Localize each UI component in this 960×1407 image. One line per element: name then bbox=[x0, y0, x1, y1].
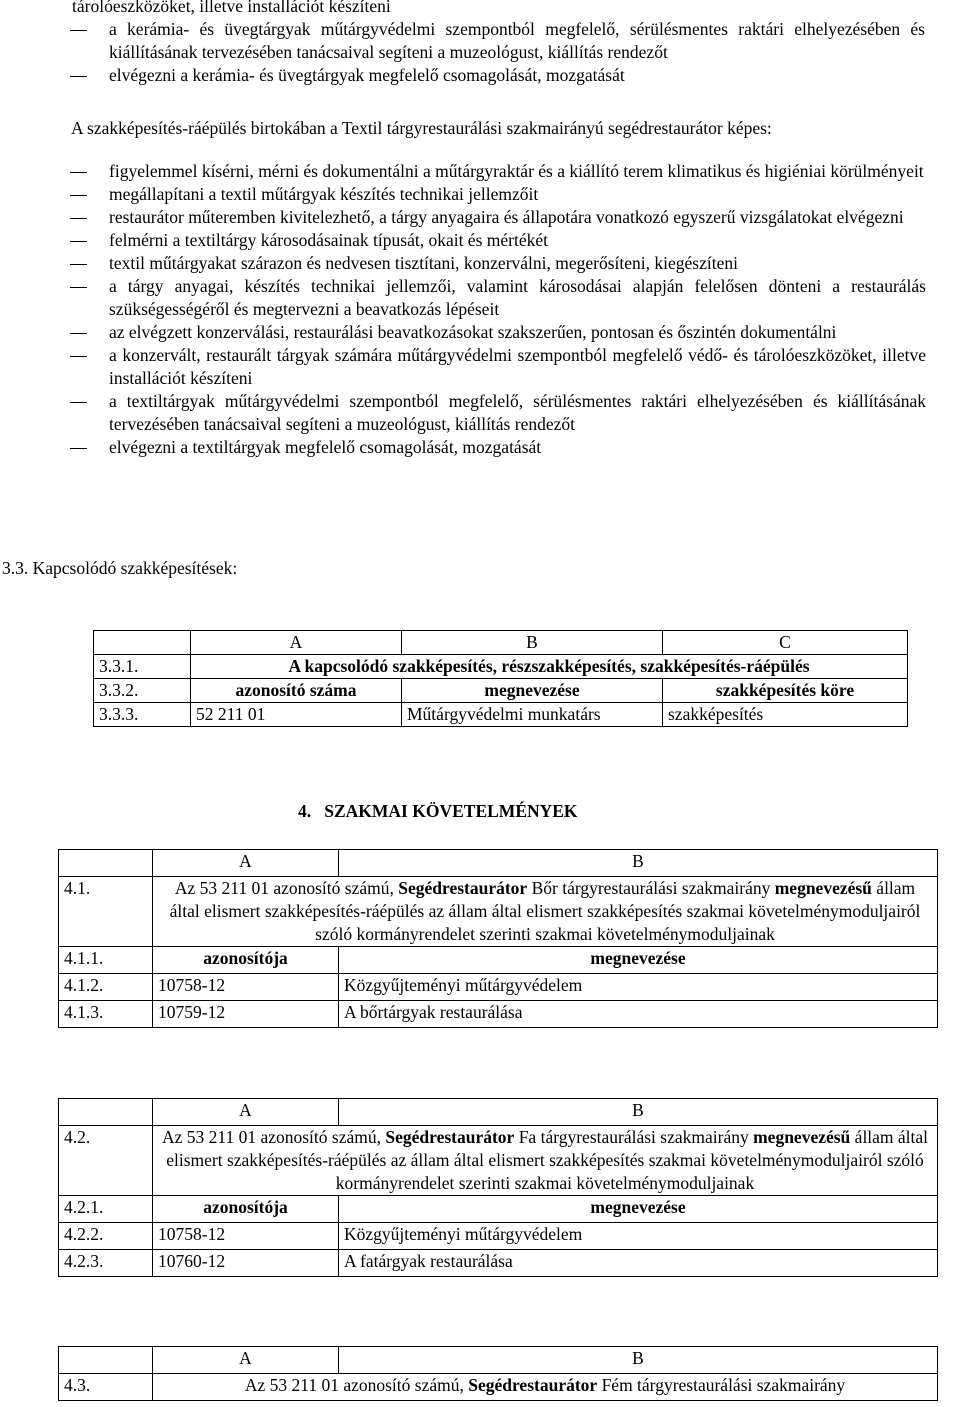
row-number: 3.3.3. bbox=[94, 703, 191, 727]
column-header: A bbox=[153, 850, 339, 877]
row-number: 3.3.1. bbox=[94, 655, 191, 679]
list-item: megállapítani a textil műtárgyak készítés technikai jellemzőit bbox=[0, 183, 926, 206]
table-cell bbox=[153, 1126, 938, 1196]
table-cell bbox=[59, 850, 153, 877]
table-cell: megnevezése bbox=[339, 1196, 938, 1223]
column-header: C bbox=[663, 631, 908, 655]
text-bold: Segédrestaurátor bbox=[398, 878, 528, 898]
text-bold: megnevezésű bbox=[753, 1127, 851, 1147]
column-header: A bbox=[153, 1347, 339, 1374]
text: állam által elismert szakképesítés-ráépülés az állam által elismert szakképesítés szakmai követelménymoduljairól szóló kormányrendelet szerinti szakmai követelménymoduljainak bbox=[169, 878, 921, 944]
module-table-4-2 bbox=[58, 1098, 938, 1277]
list-item: restaurátor műteremben kivitelezhető, a tárgy anyagaira és állapotára vonatkozó egyszerű vizsgálatokat elvégezni bbox=[0, 206, 926, 229]
table-cell: 52 211 01 bbox=[191, 703, 402, 727]
table-cell: megnevezése bbox=[402, 679, 663, 703]
competency-list bbox=[0, 160, 926, 459]
table-cell: Közgyűjteményi műtárgyvédelem bbox=[339, 974, 938, 1001]
table-cell: megnevezése bbox=[339, 947, 938, 974]
text: állam által elismert szakképesítés-ráépülés az állam által elismert szakképesítés szakmai követelménymoduljairól szóló kormányrendelet szerinti szakmai követelménymoduljainak bbox=[166, 1127, 929, 1193]
text: Az 53 211 01 azonosító számú, bbox=[161, 1127, 386, 1147]
table-cell: azonosítója bbox=[153, 1196, 339, 1223]
table-cell: 10758-12 bbox=[153, 974, 339, 1001]
column-header: A bbox=[191, 631, 402, 655]
table-cell bbox=[59, 1347, 153, 1374]
table-cell: Műtárgyvédelmi munkatárs bbox=[402, 703, 663, 727]
table-cell: 10760-12 bbox=[153, 1250, 339, 1277]
table-cell: Közgyűjteményi műtárgyvédelem bbox=[339, 1223, 938, 1250]
list-item: elvégezni a kerámia- és üvegtárgyak megfelelő csomagolását, mozgatását bbox=[0, 64, 925, 87]
section-heading: 3.3. Kapcsolódó szakképesítések: bbox=[2, 558, 238, 578]
row-number: 4.1.1. bbox=[59, 947, 153, 974]
column-header: A bbox=[153, 1099, 339, 1126]
table-cell: A kapcsolódó szakképesítés, részszakképesítés, szakképesítés-ráépülés bbox=[191, 655, 908, 679]
table-cell bbox=[94, 631, 191, 655]
list-item: a konzervált, restaurált tárgyak számára műtárgyvédelmi szempontból megfelelő védő- és tárolóeszközöket, illetve installációt készíteni bbox=[0, 344, 926, 390]
text-bold: Segédrestaurátor bbox=[468, 1375, 598, 1395]
row-number: 4.2.2. bbox=[59, 1223, 153, 1250]
list-item: a tárgy anyagai, készítés technikai jellemzői, valamint károsodásai alapján felelősen dönteni a restaurálás szükségességéről és megtervezni a beavatkozás lépéseit bbox=[0, 275, 926, 321]
intro-paragraph: A szakképesítés-ráépülés birtokában a Textil tárgyrestaurálási szakmairányú segédrestaurátor képes: bbox=[71, 118, 772, 138]
row-number: 4.1. bbox=[59, 877, 153, 947]
list-item: elvégezni a textiltárgyak megfelelő csomagolását, mozgatását bbox=[0, 436, 926, 459]
text: Fém tárgyrestaurálási szakmairány bbox=[597, 1375, 846, 1395]
text: Bőr tárgyrestaurálási szakmairány bbox=[527, 878, 775, 898]
column-header: B bbox=[339, 1099, 938, 1126]
table-cell: azonosítója bbox=[153, 947, 339, 974]
table-cell: A bőrtárgyak restaurálása bbox=[339, 1001, 938, 1028]
column-header: B bbox=[339, 850, 938, 877]
table-cell bbox=[153, 877, 938, 947]
module-table-4-1 bbox=[58, 849, 938, 1028]
table-cell: 10759-12 bbox=[153, 1001, 339, 1028]
top-list bbox=[0, 0, 925, 87]
column-header: B bbox=[402, 631, 663, 655]
table-cell: A fatárgyak restaurálása bbox=[339, 1250, 938, 1277]
row-number: 4.3. bbox=[59, 1374, 153, 1401]
list-item: felmérni a textiltárgy károsodásainak típusát, okait és mértékét bbox=[0, 229, 926, 252]
text: Fa tárgyrestaurálási szakmairány bbox=[514, 1127, 754, 1147]
related-qualifications-table bbox=[93, 630, 908, 727]
table-cell bbox=[153, 1374, 938, 1401]
row-number: 3.3.2. bbox=[94, 679, 191, 703]
module-table-4-3 bbox=[58, 1346, 938, 1401]
row-number: 4.2.3. bbox=[59, 1250, 153, 1277]
table-cell: 10758-12 bbox=[153, 1223, 339, 1250]
table-cell: szakképesítés köre bbox=[663, 679, 908, 703]
row-number: 4.2.1. bbox=[59, 1196, 153, 1223]
column-header: B bbox=[339, 1347, 938, 1374]
row-number: 4.2. bbox=[59, 1126, 153, 1196]
table-cell: azonosító száma bbox=[191, 679, 402, 703]
list-item: a kerámia- és üvegtárgyak műtárgyvédelmi szempontból megfelelő, sérülésmentes raktári elhelyezésében és kiállításának tervezésében tanácsaival segíteni a muzeológust, kiállítás rendezőt bbox=[0, 18, 925, 64]
text-bold: megnevezésű bbox=[774, 878, 872, 898]
table-cell: szakképesítés bbox=[663, 703, 908, 727]
list-item: a textiltárgyak műtárgyvédelmi szempontból megfelelő, sérülésmentes raktári elhelyezésében és kiállításának tervezésében tanácsaival segíteni a muzeológust, kiállítás rendezőt bbox=[0, 390, 926, 436]
row-number: 4.1.3. bbox=[59, 1001, 153, 1028]
list-item: tárolóeszközöket, illetve installációt készíteni bbox=[72, 0, 391, 16]
row-number: 4.1.2. bbox=[59, 974, 153, 1001]
list-item: figyelemmel kísérni, mérni és dokumentálni a műtárgyraktár és a kiállító terem klimatikus és higiéniai körülményeit bbox=[0, 160, 926, 183]
list-item: az elvégzett konzerválási, restaurálási beavatkozásokat szakszerűen, pontosan és őszintén dokumentálni bbox=[0, 321, 926, 344]
list-item: textil műtárgyakat szárazon és nedvesen tisztítani, konzerválni, megerősíteni, kiegészíteni bbox=[0, 252, 926, 275]
text: Az 53 211 01 azonosító számú, bbox=[244, 1375, 469, 1395]
text: Az 53 211 01 azonosító számú, bbox=[174, 878, 399, 898]
text-bold: Segédrestaurátor bbox=[385, 1127, 515, 1147]
section-heading: 4. SZAKMAI KÖVETELMÉNYEK bbox=[298, 801, 578, 821]
table-cell bbox=[59, 1099, 153, 1126]
